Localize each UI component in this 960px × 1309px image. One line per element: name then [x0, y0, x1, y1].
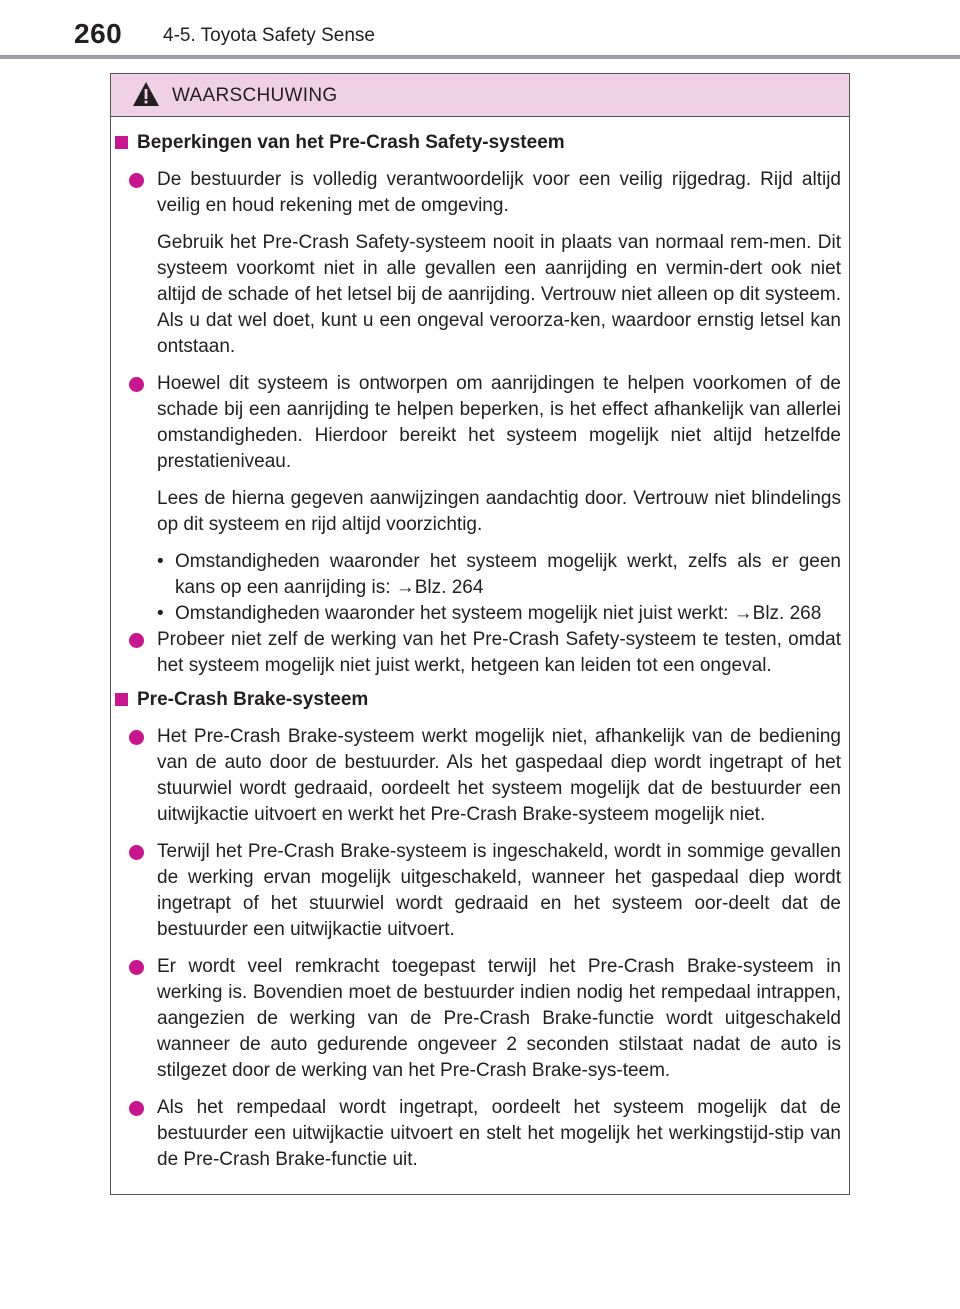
bullet-item	[157, 549, 841, 601]
item-text: Terwijl het Pre-Crash Brake-systeem is ingeschakeld, wordt in sommige gevallen de werking ervan mogelijk uitgeschakeld, wanneer het gaspedaal diep wordt ingetrapt of het stuurwiel wordt gedraaid en het systeem oor-deelt dat de bestuurder een uitwijkactie uitvoert.	[157, 841, 841, 940]
circle-bullet-icon	[129, 730, 144, 745]
item-text: De bestuurder is volledig verantwoordelijk voor een veilig rijgedrag. Rijd altijd veilig en houd rekening met de omgeving.	[157, 169, 841, 216]
bullet-dot-icon: •	[157, 551, 164, 572]
warning-triangle-icon	[132, 81, 160, 107]
section-heading-text: Beperkingen van het Pre-Crash Safety-systeem	[137, 132, 565, 153]
warning-box	[110, 73, 850, 1195]
list-item	[157, 167, 841, 360]
item-text: Het Pre-Crash Brake-systeem werkt mogelijk niet, afhankelijk van de bediening van de auto door de bestuurder. Als het gaspedaal diep wordt ingetrapt of het stuurwiel wordt gedraaid, oordeelt het systeem mogelijk dat de bestuurder een uitwijkactie uitvoert en werkt het Pre-Crash Brake-systeem mogelijk niet.	[157, 726, 841, 825]
item-text: Er wordt veel remkracht toegepast terwijl het Pre-Crash Brake-systeem in werking is. Bovendien moet de bestuurder indien nodig het rempedaal intrappen, aangezien de werking van de Pre-Crash Brake-functie wordt uitgeschakeld wanneer de auto gedurende ongeveer 2 seconden stilstaat nadat de auto is stilgezet door de werking van het Pre-Crash Brake-sys-teem.	[157, 956, 841, 1081]
list-item	[157, 724, 841, 828]
item-text: Hoewel dit systeem is ontworpen om aanrijdingen te helpen voorkomen of de schade bij een aanrijding te helpen beperken, is het effect afhankelijk van allerlei omstandigheden. Hierdoor bereikt het systeem mogelijk niet altijd hetzelfde prestatieniveau.	[157, 373, 841, 472]
section-heading	[111, 130, 849, 156]
list-item	[157, 1095, 841, 1173]
list-item	[157, 839, 841, 943]
warning-content	[111, 130, 849, 1173]
circle-bullet-icon	[129, 633, 144, 648]
circle-bullet-icon	[129, 960, 144, 975]
section-heading-text: Pre-Crash Brake-systeem	[137, 689, 369, 710]
bullet-text: Omstandigheden waaronder het systeem mogelijk werkt, zelfs als er geen kans op een aanrijding is: →Blz. 264	[175, 551, 841, 598]
item-subtext: Gebruik het Pre-Crash Safety-systeem nooit in plaats van normaal rem-men. Dit systeem voorkomt niet in alle gevallen een aanrijding en vermin-dert ook niet altijd de schade of het letsel bij de aanrijding. Vertrouw niet alleen op dit systeem. Als u dat wel doet, kunt u een ongeval veroorza-ken, waardoor ernstig letsel kan ontstaan.	[157, 232, 841, 357]
page-number: 260	[74, 18, 123, 49]
list-item	[157, 627, 841, 679]
item-text: Als het rempedaal wordt ingetrapt, oordeelt het systeem mogelijk dat de bestuurder een uitwijkactie uitvoert en stelt het mogelijk het werkingstijd-stip van de Pre-Crash Brake-functie uit.	[157, 1097, 841, 1170]
section-heading	[111, 687, 849, 713]
circle-bullet-icon	[129, 1101, 144, 1116]
header-divider	[0, 55, 960, 59]
section-title: 4-5. Toyota Safety Sense	[163, 25, 375, 46]
list-item	[157, 371, 841, 627]
page-header	[0, 0, 960, 60]
square-bullet-icon	[115, 136, 128, 149]
circle-bullet-icon	[129, 173, 144, 188]
circle-bullet-icon	[129, 377, 144, 392]
circle-bullet-icon	[129, 845, 144, 860]
bullet-dot-icon: •	[157, 603, 164, 624]
warning-title: WAARSCHUWING	[172, 85, 338, 106]
item-text: Probeer niet zelf de werking van het Pre-Crash Safety-systeem te testen, omdat het systeem mogelijk niet juist werkt, hetgeen kan leiden tot een ongeval.	[157, 629, 841, 676]
warning-header	[111, 74, 849, 117]
bullet-list	[157, 549, 841, 627]
list-item	[157, 954, 841, 1084]
bullet-item	[157, 601, 841, 627]
square-bullet-icon	[115, 693, 128, 706]
item-subtext: Lees de hierna gegeven aanwijzingen aandachtig door. Vertrouw niet blindelings op dit systeem en rijd altijd voorzichtig.	[157, 488, 841, 535]
bullet-text: Omstandigheden waaronder het systeem mogelijk niet juist werkt: →Blz. 268	[175, 603, 822, 624]
